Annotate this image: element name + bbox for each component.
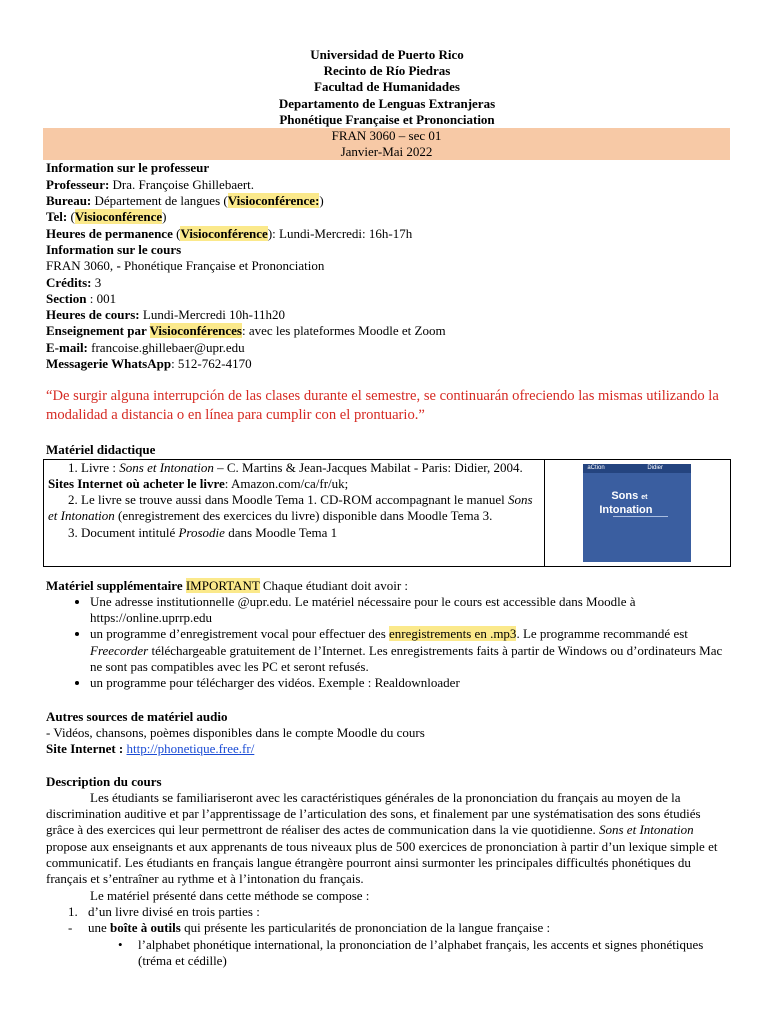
highlight: enregistrements en .mp3 bbox=[389, 626, 517, 642]
list-item: • Une adresse institutionnelle @upr.edu. Le matériel nécessaire pour le cours est accessible dans Moodle à https://online.uprrp.edu bbox=[90, 594, 728, 627]
book-title: Sons et Intonation bbox=[599, 822, 694, 838]
text: FRAN 3060, bbox=[46, 258, 117, 274]
term: boîte à outils bbox=[110, 920, 181, 936]
supplementary-list bbox=[46, 594, 728, 692]
text: une bbox=[88, 920, 111, 936]
professor-name: Dra. Françoise Ghillebaert. bbox=[109, 176, 255, 192]
label: Crédits: bbox=[46, 274, 92, 290]
audio-sources bbox=[46, 709, 728, 758]
section-heading: Matériel supplémentaire bbox=[46, 577, 183, 593]
text: propose aux enseignants et aux apprenants de tous niveaux plus de 500 exercices de prononciation à partir d’un lexique simple et communicatif. Les étudiants en français langue étrangère pourront ainsi surmonter les principales difficultés phonétiques du français et s’entraîner au rythme et à l’intonation du français. bbox=[46, 838, 718, 887]
text: – C. Martins & Jean-Jacques Mabilat - Paris: Didier, 2004. bbox=[213, 459, 523, 475]
software-name: Freecorder bbox=[90, 642, 149, 658]
text: 1. Livre : bbox=[68, 459, 120, 475]
label: E-mail: bbox=[46, 339, 88, 355]
section-heading: Information sur le professeur bbox=[46, 160, 210, 176]
book-cover-cell bbox=[544, 459, 730, 566]
course-title: Phonétique Française et Prononciation bbox=[279, 111, 495, 127]
value: 3 bbox=[91, 274, 102, 290]
materials-list bbox=[44, 459, 545, 566]
course-term: Janvier-Mai 2022 bbox=[340, 144, 433, 160]
text: ): Lundi-Mercredi: 16h-17h bbox=[267, 225, 413, 241]
label: Heures de permanence bbox=[46, 225, 173, 241]
highlight: Visioconférence: bbox=[227, 193, 320, 209]
label: Heures de cours: bbox=[46, 307, 140, 323]
course-description bbox=[46, 774, 728, 970]
cover-title-2: Intonation bbox=[599, 503, 653, 516]
label: Professeur: bbox=[46, 176, 110, 192]
important-highlight: IMPORTANT bbox=[185, 577, 260, 593]
text: - bbox=[116, 258, 121, 274]
text: (enregistrement des exercices du livre) disponible dans Moodle Tema 3. bbox=[114, 508, 493, 524]
text: ) bbox=[162, 209, 167, 225]
university-name: Universidad de Puerto Rico bbox=[310, 47, 464, 62]
document-header bbox=[46, 47, 728, 128]
book-title: Sons et Intonation bbox=[48, 492, 533, 524]
list-item: • un programme pour télécharger des vidéos. Exemple : Realdownloader bbox=[90, 675, 728, 691]
label: Site Internet : bbox=[46, 741, 124, 757]
text: . Le programme recommandé est bbox=[516, 626, 688, 642]
value: : 001 bbox=[86, 290, 117, 306]
paragraph: Le matériel présenté dans cette méthode se compose : bbox=[90, 887, 370, 903]
section-heading: Autres sources de matériel audio bbox=[46, 708, 228, 724]
website-link[interactable]: http://phonetique.free.fr/ bbox=[126, 741, 255, 757]
number: 1. bbox=[68, 903, 78, 919]
list-item bbox=[90, 626, 728, 675]
text: - Vidéos, chansons, poèmes disponibles dans le compte Moodle du cours bbox=[46, 724, 425, 740]
text: un programme d’enregistrement vocal pour effectuer des bbox=[90, 626, 389, 642]
label: Tel: bbox=[46, 209, 68, 225]
book-cover-image bbox=[583, 464, 691, 562]
materials-table bbox=[43, 459, 731, 567]
text: ( bbox=[67, 209, 75, 225]
value: Lundi-Mercredi 10h-11h20 bbox=[139, 307, 286, 323]
cover-band bbox=[583, 464, 691, 473]
label: Enseignement par bbox=[46, 323, 150, 339]
numbered-item bbox=[46, 904, 728, 920]
cover-decoration bbox=[613, 516, 668, 535]
text: d’un livre divisé en trois parties : bbox=[88, 903, 260, 919]
value: : avec les plateformes Moodle et Zoom bbox=[241, 323, 446, 339]
text: dans Moodle Tema 1 bbox=[224, 524, 338, 540]
highlight: Visioconférence bbox=[74, 209, 163, 225]
email-value: francoise.ghillebaer@upr.edu bbox=[87, 339, 245, 355]
value: : 512-762-4170 bbox=[171, 355, 252, 371]
text: l’alphabet phonétique international, la prononciation de l’alphabet français, les accents et signes phonétiques (tréma et cédille) bbox=[138, 936, 704, 968]
course-code: FRAN 3060 – sec 01 bbox=[331, 128, 442, 144]
text: téléchargeable gratuitement de l’Internet. Les enregistrements faits à partir de Windows ou d’ordinateurs Mac ne sont pas compatibles avec les PC et seront refusés. bbox=[90, 642, 723, 675]
label: Section bbox=[46, 290, 87, 306]
text: et bbox=[641, 493, 648, 501]
highlight: Visioconférences bbox=[149, 323, 242, 339]
book-title: Sons et Intonation bbox=[119, 459, 214, 475]
label: Sites Internet où acheter le livre bbox=[48, 475, 225, 491]
text: 2. Le livre se trouve aussi dans Moodle Tema 1. CD-ROM accompagnant le manuel bbox=[68, 492, 509, 508]
highlight: Visioconférence bbox=[180, 225, 268, 241]
course-band bbox=[43, 128, 730, 160]
label: Messagerie WhatsApp bbox=[46, 355, 172, 371]
bullet-icon: • bbox=[118, 936, 123, 952]
label: Bureau: bbox=[46, 193, 92, 209]
dash: - bbox=[68, 920, 73, 936]
text: qui présente les particularités de prononciation de la langue française : bbox=[180, 920, 551, 936]
supplementary-materials bbox=[46, 578, 728, 692]
cover-publisher: Didier bbox=[647, 464, 663, 471]
campus-name: Recinto de Río Piedras bbox=[323, 63, 451, 79]
cover-brand: aCtion bbox=[587, 464, 605, 471]
section-heading: Description du cours bbox=[46, 773, 162, 789]
interruption-notice: “De surgir alguna interrupción de las clases durante el semestre, se continuarán ofreciendo las mismas utilizando la modalidad a distancia o en línea para cumplir con el prontuario.” bbox=[46, 388, 719, 424]
faculty-name: Facultad de Humanidades bbox=[314, 79, 460, 95]
text: Sons bbox=[611, 489, 639, 502]
dash-item bbox=[46, 920, 728, 936]
section-heading: Matériel didactique bbox=[46, 442, 156, 458]
paragraph bbox=[46, 790, 728, 888]
text: 3. Document intitulé bbox=[68, 524, 179, 540]
sub-item bbox=[46, 937, 728, 970]
document-title: Prosodie bbox=[178, 524, 225, 540]
section-heading: Information sur le cours bbox=[46, 241, 182, 257]
document-page bbox=[46, 47, 728, 969]
department-name: Departamento de Lenguas Extranjeras bbox=[278, 95, 496, 111]
professor-info bbox=[46, 160, 728, 241]
text: ( bbox=[172, 225, 181, 241]
course-info bbox=[46, 242, 728, 372]
text: Phonétique Française et Prononciation bbox=[120, 258, 325, 274]
text: Chaque étudiant doit avoir : bbox=[259, 577, 409, 593]
text: Département de langues ( bbox=[91, 193, 228, 209]
text: ) bbox=[319, 193, 324, 209]
text: : Amazon.com/ca/fr/uk; bbox=[224, 475, 349, 491]
text: Les étudiants se familiariseront avec les caractéristiques générales de la prononciation du français au moyen de la discrimination auditive et par l’apprentissage de l’articulation des sons, et finalement par une systématisation des sons étudiés grâce à des exercices qui leur permettront de réaliser des actes de communication dans la vie quotidienne. bbox=[46, 789, 701, 838]
